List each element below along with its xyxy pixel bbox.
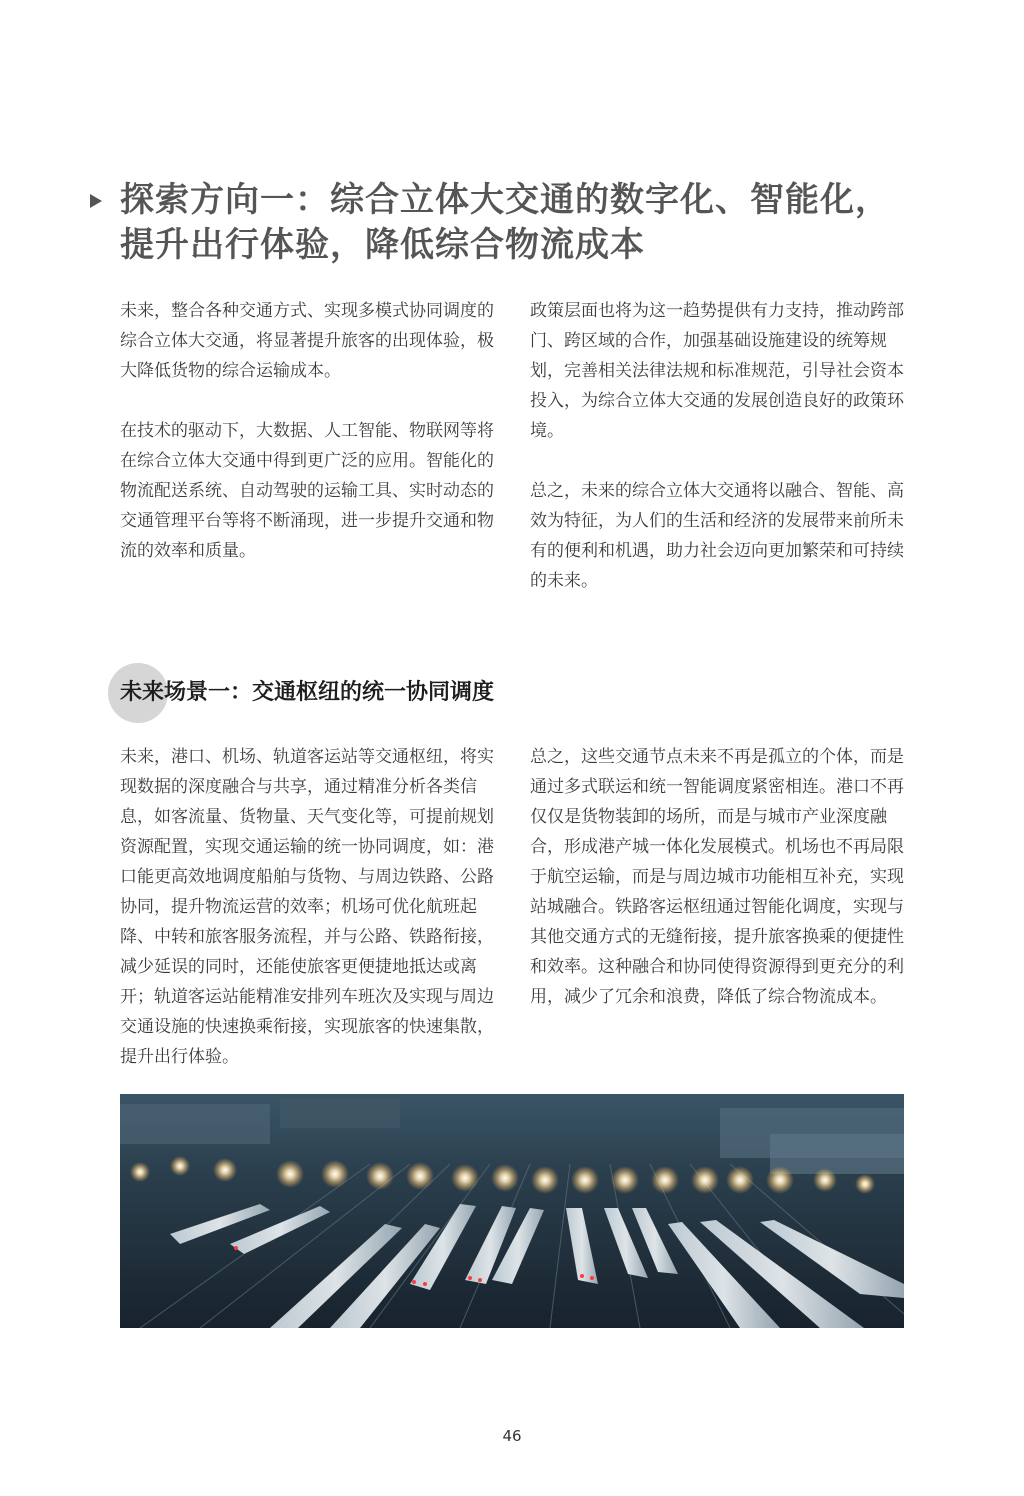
triangle-bullet-icon — [90, 194, 102, 208]
paragraph: 总之，这些交通节点未来不再是孤立的个体，而是通过多式联运和统一智能调度紧密相连。港口不再仅仅是货物装卸的场所，而是与城市产业深度融合，形成港产城一体化发展模式。机场也不再局限于航空运输，而是与周边城市功能相互补充，实现站城融合。铁路客运枢纽通过智能化调度，实现与其他交通方式的无缝衔接，提升旅客换乘的便捷性和效率。这种融合和协同使得资源得到更充分的利用，减少了冗余和浪费，降低了综合物流成本。 — [530, 747, 904, 1007]
section2-right-column — [530, 742, 906, 1012]
page-number: 46 — [502, 1427, 522, 1445]
section-title-line2: 提升出行体验，降低综合物流成本 — [120, 225, 645, 265]
section1-left-column — [120, 296, 496, 596]
section2-left-column — [120, 742, 496, 1072]
paragraph: 总之，未来的综合立体大交通将以融合、智能、高效为特征，为人们的生活和经济的发展带来前所未有的便利和机遇，助力社会迈向更加繁荣和可持续的未来。 — [530, 481, 904, 591]
paragraph: 在技术的驱动下，大数据、人工智能、物联网等将在综合立体大交通中得到更广泛的应用。智能化的物流配送系统、自动驾驶的运输工具、实时动态的交通管理平台等将不断涌现，进一步提升交通和物流的效率和质量。 — [120, 421, 494, 561]
section1-right-column — [530, 296, 906, 626]
train-depot-photo — [120, 1094, 904, 1328]
section-title — [120, 178, 910, 268]
paragraph: 政策层面也将为这一趋势提供有力支持，推动跨部门、跨区域的合作，加强基础设施建设的统筹规划，完善相关法律法规和标准规范，引导社会资本投入，为综合立体大交通的发展创造良好的政策环境。 — [530, 301, 904, 441]
scenario-title: 未来场景一：交通枢纽的统一协同调度 — [120, 680, 495, 705]
paragraph: 未来，港口、机场、轨道客运站等交通枢纽，将实现数据的深度融合与共享，通过精准分析各类信息，如客流量、货物量、天气变化等，可提前规划资源配置，实现交通运输的统一协同调度，如：港口能更高效地调度船舶与货物、与周边铁路、公路协同，提升物流运营的效率；机场可优化航班起降、中转和旅客服务流程，并与公路、铁路衔接，减少延误的同时，还能使旅客更便捷地抵达或离开；轨道客运站能精准安排列车班次及实现与周边交通设施的快速换乘衔接，实现旅客的快速集散，提升出行体验。 — [120, 747, 494, 1067]
section-title-line1: 探索方向一：综合立体大交通的数字化、智能化， — [120, 180, 890, 220]
paragraph: 未来，整合各种交通方式、实现多模式协同调度的综合立体大交通，将显著提升旅客的出现体验，极大降低货物的综合运输成本。 — [120, 301, 494, 381]
section-heading — [90, 178, 910, 268]
